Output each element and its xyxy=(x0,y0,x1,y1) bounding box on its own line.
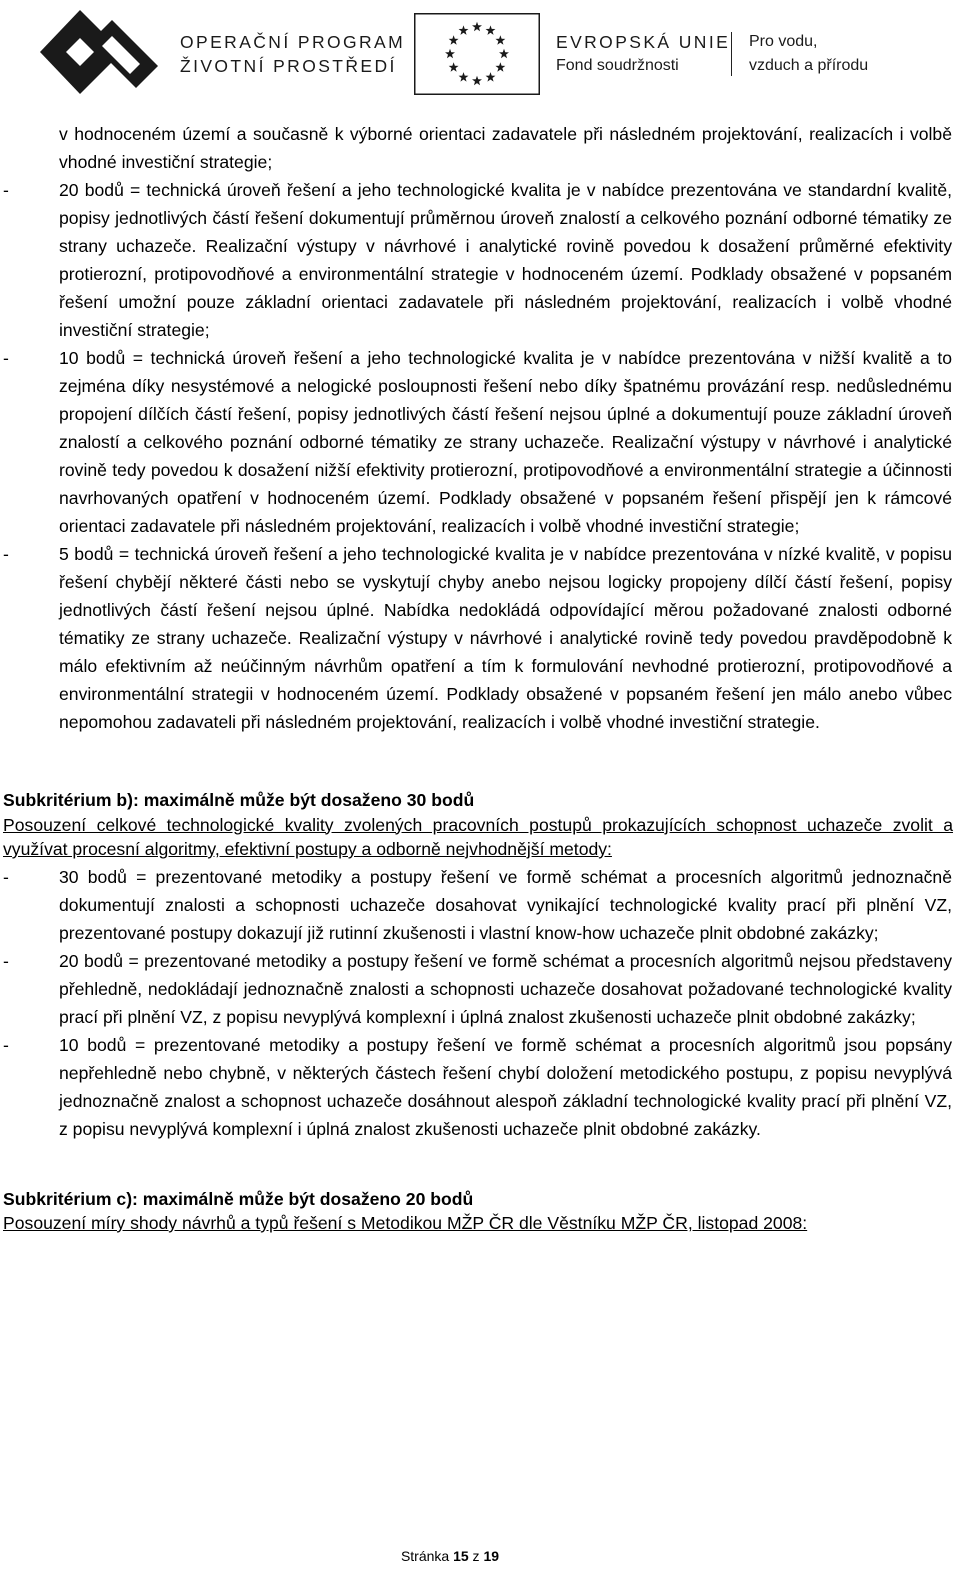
programme-line-2: ŽIVOTNÍ PROSTŘEDÍ xyxy=(180,56,397,76)
list-item xyxy=(0,947,952,1031)
page-number: 15 xyxy=(453,1548,469,1564)
subcriterion-b-title: Subkritérium b): maximálně může být dosaženo 30 bodů xyxy=(3,790,475,810)
eu-star-icon xyxy=(486,25,496,34)
list-dash: - xyxy=(3,950,9,971)
list-item-text: 10 bodů = technická úroveň řešení a jeho technologické kvalita je v nabídce prezentována v nižší kvalitě a to zejména díky nesystémové a nelogické posloupnosti řešení nebo díky špatnému provázání resp. nedůslednému propojení dílčích částí řešení, popisy jednotlivých částí řešení nejsou úplné a dokumentují pouze základní úroveň znalostí a celkového poznání odborné tématiky ze strany uchazeče. Realizační výstupy v návrhové i analytické rovině tedy povedou k dosažení nižší efektivity protierozní, protipovodňové a environmentální strategie a účinnosti navrhovaných opatření v hodnoceném území. Podklady obsažené v popsaném řešení přispějí jen k rámcové orientaci zadavatele při následném projektování, realizacích i volbě vhodné investiční strategie; xyxy=(59,348,952,536)
eu-star-icon xyxy=(499,49,509,58)
document-body xyxy=(0,120,960,1236)
eu-star-icon xyxy=(449,62,459,71)
eu-star-icon xyxy=(486,72,496,81)
list-dash: - xyxy=(3,348,9,368)
header-divider xyxy=(731,32,732,76)
subcriterion-c-title: Subkritérium c): maximálně může být dosaženo 20 bodů xyxy=(3,1188,474,1209)
list-item-text: 10 bodů = prezentované metodiky a postupy řešení ve formě schémat a procesních algoritmů jsou popsány nepřehledně nebo chybně, v některých částech řešení chybí doložení metodického postupu, z popisu nevyplývá jednoznačně znalost a schopnost uchazeče dosáhnout alespoň základní technologické kvality prací při plnění VZ, z popisu nevyplývá komplexní i úplná znalost zkušenosti uchazeče plnit obdobné zakázky. xyxy=(59,1034,952,1139)
operational-programme-logo-icon xyxy=(30,0,160,100)
list-dash: - xyxy=(3,180,9,200)
slogan xyxy=(749,30,868,78)
subcriterion-c xyxy=(0,1187,953,1236)
eu-line-2: Fond soudržnosti xyxy=(556,57,679,74)
slogan-line-1: Pro vodu, xyxy=(749,33,818,50)
eu-star-icon xyxy=(449,35,459,44)
eu-line-1: EVROPSKÁ UNIE xyxy=(556,32,731,52)
subcriterion-b xyxy=(0,788,953,862)
list-dash: - xyxy=(3,1034,9,1055)
continuation-paragraph: v hodnoceném území a současně k výborné orientaci zadavatele při následném projektování, realizacích i volbě vhodné investiční strategie; xyxy=(59,124,952,172)
list-dash: - xyxy=(3,544,9,564)
slogan-line-2: vzduch a přírodu xyxy=(749,57,869,74)
programme-line-1: OPERAČNÍ PROGRAM xyxy=(180,32,406,52)
page-header xyxy=(0,0,960,100)
list-item-text: 5 bodů = technická úroveň řešení a jeho technologické kvalita je v nabídce prezentována v nízké kvalitě, v popisu řešení chybějí některé části nebo se vyskytují chyby anebo nejsou logicky propojeny dílčí částí řešení, popisy jednotlivých částí řešení nejsou úplné. Nabídka nedokládá odpovídající měrou požadované znalosti odborné tématiky ze strany uchazeče. Realizační výstupy v návrhové i analytické rovině tedy povedou pravděpodobně k málo efektivním až neúčinným návrhům opatření a tím k formulování nevhodné protierozní, protipovodňové a environmentální strategii v hodnoceném území. Podklady obsažené v popsaném řešení jen málo anebo vůbec nepomohou zadavateli při následném projektování, realizacích i volbě vhodné investiční strategie. xyxy=(59,544,952,732)
page-total: 19 xyxy=(483,1548,500,1564)
programme-name xyxy=(180,30,405,78)
list-item xyxy=(0,540,952,736)
eu-star-icon xyxy=(495,35,505,44)
list-item xyxy=(0,344,952,540)
list-dash: - xyxy=(3,866,9,887)
eu-star-icon xyxy=(459,25,469,34)
list-item xyxy=(0,176,952,344)
subcriterion-b-description: Posouzení celkové technologické kvality zvolených pracovních postupů prokazujících schopnost uchazeče zvolit a využívat procesní algoritmy, efektivní postupy a odborně nejvhodnější metody: xyxy=(3,814,953,859)
eu-star-icon xyxy=(445,49,455,58)
list-item-text: 20 bodů = technická úroveň řešení a jeho technologické kvalita je v nabídce prezentována ve standardní kvalitě, popisy jednotlivých částí řešení dokumentují průměrnou úroveň znalostí a celkového poznání odborné tématiky ze strany uchazeče. Realizační výstupy v návrhové i analytické rovině povedou k dosažení průměrné efektivity protierozní, protipovodňové a environmentální strategie v hodnoceném území. Podklady obsažené v popsaném řešení umožní pouze základní orientaci zadavatele při následném projektování, realizacích i volbě vhodné investiční strategie; xyxy=(59,180,952,340)
list-item xyxy=(0,1031,952,1143)
eu-star-icon xyxy=(472,22,482,31)
page-footer xyxy=(0,1548,900,1564)
list-item xyxy=(0,863,952,947)
list-item-text: 20 bodů = prezentované metodiky a postupy řešení ve formě schémat a procesních algoritmů nejsou představeny přehledně, nedokládají jednoznačně znalosti a schopnosti uchazeče dosahovat požadované technologické kvality prací při plnění VZ, z popisu nevyplývá komplexní i úplná znalost zkušenosti uchazeče plnit obdobné zakázky; xyxy=(59,950,952,1027)
eu-star-icon xyxy=(459,72,469,81)
eu-fund-name xyxy=(556,30,730,78)
subcriterion-c-description: Posouzení míry shody návrhů a typů řešení s Metodikou MŽP ČR dle Věstníku MŽP ČR, listopad 2008: xyxy=(3,1213,808,1233)
page-label: Stránka xyxy=(400,1548,454,1564)
eu-flag-icon xyxy=(414,13,540,95)
eu-star-icon xyxy=(495,62,505,71)
page-of: z xyxy=(468,1548,484,1564)
eu-star-icon xyxy=(472,76,482,85)
list-item-text: 30 bodů = prezentované metodiky a postupy řešení ve formě schémat a procesních algoritmů jednoznačně dokumentují znalosti a schopnosti uchazeče dosahovat vynikající technologické kvality prací při plnění VZ, prezentované postupy dokazují již rutinní zkušenosti i vlastní know-how uchazeče plnit obdobné zakázky; xyxy=(59,866,952,943)
